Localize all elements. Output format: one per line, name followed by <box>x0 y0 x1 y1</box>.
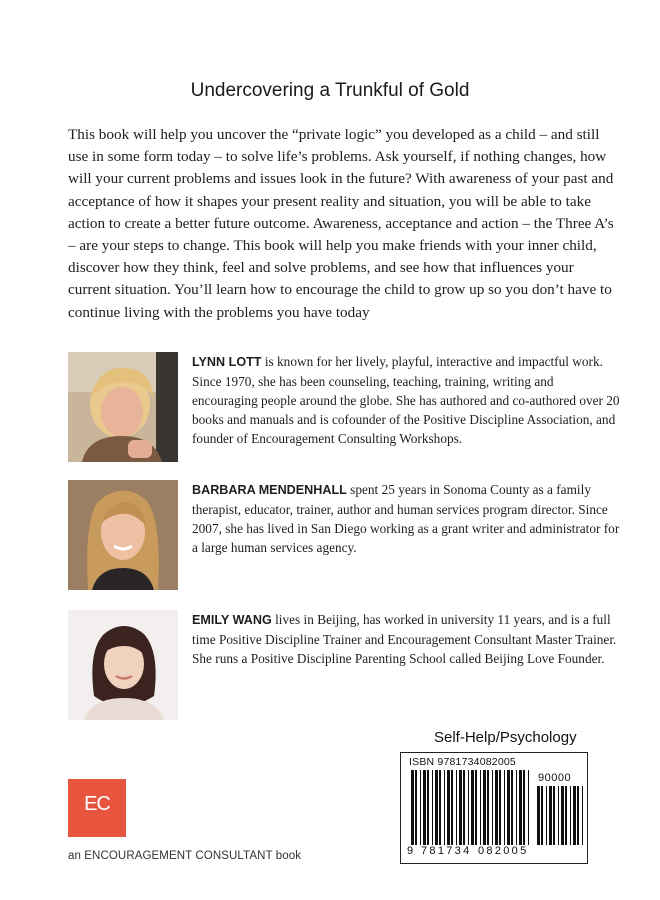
barcode-bar <box>528 770 529 845</box>
barcode-bar <box>475 770 477 845</box>
barcode-bar <box>444 770 445 845</box>
barcode-digits-left: 781734 <box>421 845 472 857</box>
author-bio-emily-wang <box>192 610 622 668</box>
author-bio-text: is known for her lively, playful, interactive and impactful work. Since 1970, she has been counseling, teaching, training, writing and encouraging people around the globe. She has authored and co-authored over 20 books and manuals and is cofounder of the Positive Discipline Association, and founder of Encouragement Consulting Workshops. <box>192 354 620 446</box>
author-photo-barbara-mendenhall <box>68 480 178 590</box>
barcode-bar <box>420 770 421 845</box>
barcode-bar <box>561 786 564 845</box>
isbn-barcode <box>400 752 588 864</box>
author-name: LYNN LOTT <box>192 355 262 369</box>
barcode-bar <box>456 770 457 845</box>
barcode-bar <box>468 770 469 845</box>
author-photo-emily-wang <box>68 610 178 720</box>
barcode-bar <box>573 786 576 845</box>
barcode-bar <box>459 770 462 845</box>
barcode-bar <box>471 770 474 845</box>
barcode-bar <box>504 770 505 845</box>
barcode-bar <box>565 786 567 845</box>
barcode-bar <box>553 786 555 845</box>
barcode-bar <box>549 786 552 845</box>
barcode-bar <box>487 770 489 845</box>
barcode-bar <box>451 770 453 845</box>
barcode-bar <box>427 770 429 845</box>
barcode-bar <box>432 770 433 845</box>
author-bio-barbara-mendenhall <box>192 480 622 557</box>
barcode-bar <box>519 770 522 845</box>
barcode-bar <box>492 770 493 845</box>
publisher-line: an ENCOURAGEMENT CONSULTANT book <box>68 850 302 862</box>
barcode-bar <box>516 770 517 845</box>
barcode-bar <box>507 770 510 845</box>
barcode-bar <box>582 786 583 845</box>
barcode-bar <box>570 786 571 845</box>
author-name: EMILY WANG <box>192 613 272 627</box>
barcode-bar <box>499 770 501 845</box>
isbn-label: ISBN 9781734082005 <box>409 756 516 768</box>
barcode-bar <box>415 770 417 845</box>
book-blurb: This book will help you uncover the “private logic” you developed as a child – and still use in some form today – to solve life’s problems. Ask yourself, if nothing changes, how will your current problems and issues look in the future? With awareness of your past and acceptance of how it shapes your present reality and situation, you will be able to take action to create a better future outcome. Awareness, acceptance and action – the Three A’s – are your steps to change. This book will help you make friends with your inner child, discover how they think, feel and solve problems, and see how that influences your current situation. You’ll learn how to encourage the child to grow up so you don’t have to continue living with the problems you have today <box>68 126 614 321</box>
barcode-bar <box>577 786 579 845</box>
barcode-bar <box>495 770 498 845</box>
barcode-bar <box>480 770 481 845</box>
publisher-logo <box>68 779 126 837</box>
barcode-bar <box>435 770 438 845</box>
barcode-bar <box>483 770 486 845</box>
barcode-bar <box>447 770 450 845</box>
barcode-bar <box>546 786 547 845</box>
price-code: 90000 <box>538 772 572 784</box>
barcode-bar <box>463 770 465 845</box>
barcode-bar <box>511 770 513 845</box>
barcode-bar <box>558 786 559 845</box>
barcode-bar <box>423 770 426 845</box>
barcode-bar <box>411 770 414 845</box>
author-bio-text: spent 25 years in Sonoma County as a family therapist, educator, trainer, author and human services program director. Since 2007, she has lived in San Diego working as a grant writer and administrator for a large human services agency. <box>192 482 620 555</box>
barcode-digit-first: 9 <box>407 845 414 857</box>
barcode-bar <box>537 786 540 845</box>
barcode-bar <box>523 770 525 845</box>
author-photo-lynn-lott <box>68 352 178 462</box>
author-bio-text: lives in Beijing, has worked in university 11 years, and is a full time Positive Discipline Trainer and Encouragement Consultant Master Trainer. She runs a Positive Discipline Parenting School called Beijing Love Founder. <box>192 612 617 666</box>
barcode-bar <box>439 770 441 845</box>
author-name: BARBARA MENDENHALL <box>192 483 347 497</box>
publisher-logo-text: EC <box>84 793 110 815</box>
barcode-bar <box>541 786 543 845</box>
barcode-digits-right: 082005 <box>478 845 529 857</box>
author-bio-lynn-lott <box>192 352 622 448</box>
category-label: Self-Help/Psychology <box>434 729 577 746</box>
back-cover-title: Undercovering a Trunkful of Gold <box>190 80 470 101</box>
